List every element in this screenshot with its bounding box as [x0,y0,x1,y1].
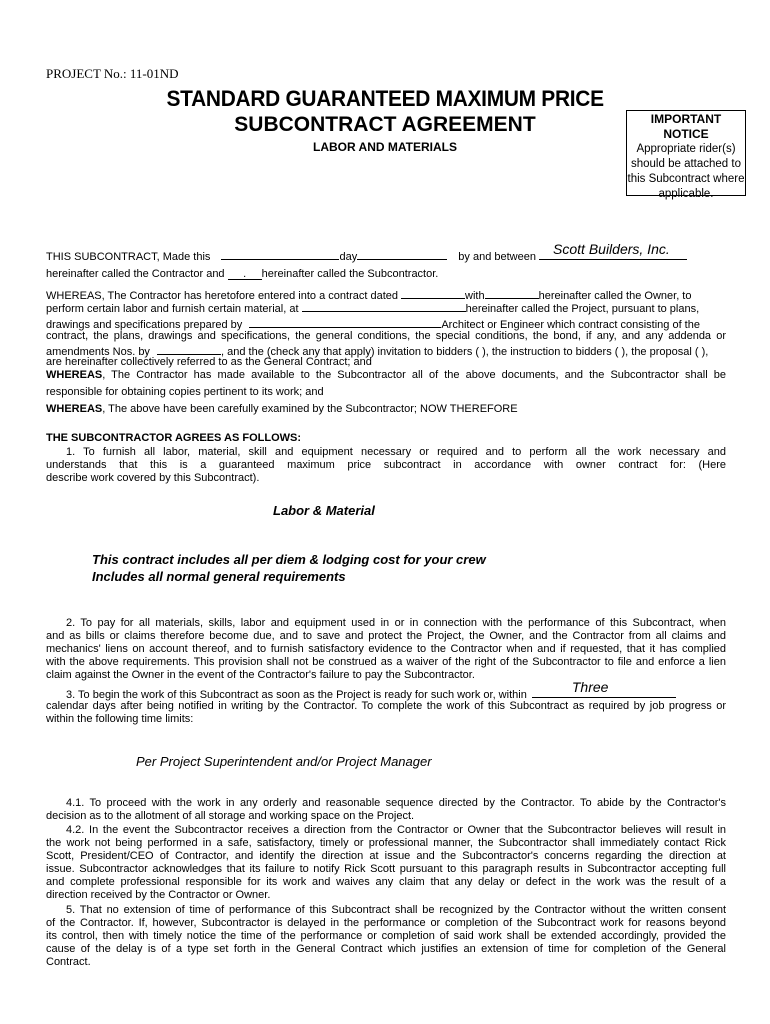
intro-contractor-text: hereinafter called the Contractor and [46,268,225,280]
notice-line: this Subcontract where [627,173,745,185]
item-5-line: Contract. [46,956,91,968]
agrees-heading: THE SUBCONTRACTOR AGREES AS FOLLOWS: [46,432,302,444]
notice-title: IMPORTANT NOTICE [650,112,722,141]
item-2-line: with the above requirements. This provision shall not be construed as a waiver of the right of the Subcontractor to file and enforce a lien [46,656,726,668]
item-5-line: its control, then with timely notice the time of the performance or completion of said work shall be extended accordingly, provided the [46,930,726,942]
item-1-line: understands that this is a guaranteed maximum price subcontract in accordance with owner contract for: (Here [46,459,726,471]
document-subtitle: LABOR AND MATERIALS [313,140,457,154]
amendments-field[interactable] [157,343,221,355]
item-3-line: calendar days after being notified in writing by the Contractor. To complete the work of this Subcontract as required by job progress or [46,700,726,712]
contractor-name: Scott Builders, Inc. [553,241,670,257]
item-1-line: describe work covered by this Subcontract). [46,472,260,484]
whereas-documents-line2: responsible for obtaining copies pertinent to its work; and [46,386,324,398]
intro-line [46,241,726,264]
item-4-2-line: the work not being performed in a safe, satisfactory, timely or professional manner, the Subcontractor shall immediately contact Rick [46,837,726,849]
intro-line-2 [46,268,726,281]
contractor-name-field[interactable] [539,241,687,260]
important-notice-box [626,110,746,200]
days-field[interactable] [532,679,676,698]
days-value: Three [571,679,609,695]
whereas-line: amendments Nos. by , and the (check any that apply) invitation to bidders ( ), the instruction to bidders ( ), the proposal ( ), [46,343,726,359]
item-3-line: within the following time limits: [46,713,194,725]
scope-line: Includes all normal general requirements [92,569,346,584]
item-4-2-line: and complete professional responsible for its work and waives any claim that any delay or defect in the work was the result of a [46,876,726,888]
item-2-line: mechanics' liens on account thereof, and to furnish satisfactory evidence to the Contractor when and if requested, that it has complied [46,643,726,655]
item-2-line: and as bills or claims therefore become due, and to save and protect the Project, the Owner, and the Contractor from all claims and [46,630,726,642]
whereas-line: are hereinafter collectively referred to as the General Contract; and [46,356,372,368]
item-2-line: claim against the Owner in the event of the Contractor's failure to pay the Subcontractor. [46,669,475,681]
scope-title: Labor & Material [273,503,375,518]
whereas-line: contract, the plans, drawings and specifications, the general conditions, the special conditions, the bond, if any, and any addenda or [46,330,726,342]
whereas-line: WHEREAS, The Contractor has heretofore entered into a contract dated with hereinafter called the Owner, to [46,287,726,303]
item-4-1-line: 4.1. To proceed with the work in any orderly and reasonable sequence directed by the Contractor. To abide by the Contractor's [66,797,726,809]
item-1-line: 1. To furnish all labor, material, skill and equipment necessary or required and to perform all the work necessary and [66,446,726,458]
item-5-line: 5. That no extension of time of performance of this Subcontract shall be recognized by the Contractor without the written consent [66,904,726,916]
time-limits-value: Per Project Superintendent and/or Project Manager [136,754,432,769]
architect-field[interactable] [249,316,441,328]
scope-line: This contract includes all per diem & lodging cost for your crew [92,552,486,567]
day-field[interactable] [357,248,447,260]
project-number: PROJECT No.: 11-01ND [46,66,179,81]
notice-line: should be attached to [631,158,741,170]
item-4-1-line: decision as to the allotment of all storage and working space on the Project. [46,810,415,822]
intro-subcontractor-text: hereinafter called the Subcontractor. [261,268,439,280]
item-4-2-line: 4.2. In the event the Subcontractor receives a direction from the Contractor or Owner that the Subcontractor believes will result in [66,824,726,836]
document-title-line2: SUBCONTRACT AGREEMENT [234,113,536,136]
item-5-line: of the Contractor. If, however, Subcontractor is delayed in the performance or completion of the Subcontract work for reasons beyond [46,917,726,929]
item-4-2-line: Scott, President/CEO of Contractor, and identify the direction at issue and the Subcontractor's concerns regarding the direction at [46,850,726,862]
item-2-line: 2. To pay for all materials, skills, labor and equipment used in or in connection with the performance of this Subcontract, when [66,617,726,629]
whereas-examined: WHEREAS, The above have been carefully examined by the Subcontractor; NOW THEREFORE [46,403,518,415]
document-title: STANDARD GUARANTEED MAXIMUM PRICE [166,86,604,111]
notice-line: applicable. [658,188,714,200]
subcontractor-name-field[interactable]: . [228,268,262,280]
intro-text: THIS SUBCONTRACT, Made this [46,251,211,263]
whereas-line: perform certain labor and furnish certain material, at hereinafter called the Project, pursuant to plans, [46,300,726,316]
item-3-line: 3. To begin the work of this Subcontract as soon as the Project is ready for such work or, within Three [46,686,726,702]
day-label: day [339,251,358,263]
owner-name-field[interactable] [485,287,539,299]
notice-line: Appropriate rider(s) [636,143,736,155]
whereas-documents: WHEREAS, The Contractor has made available to the Subcontractor all of the above documents, and the Subcontractor shall be [46,369,726,381]
item-5-line: cause of the delay is of a type set forth in the General Contract which justifies an extension of time for completion of the General [46,943,726,955]
by-and-between-label: by and between [458,251,536,263]
contract-date-field[interactable] [401,287,465,299]
date-field[interactable] [221,248,339,260]
whereas-line: drawings and specifications prepared by Architect or Engineer which contract consisting of the [46,316,726,332]
project-location-field[interactable] [302,300,466,312]
item-4-2-line: direction received by the Contractor or Owner. [46,889,271,901]
item-4-2-line: issue. Subcontractor acknowledges that its failure to notify Rick Scott pursuant to this paragraph results in Subcontractor accepting full [46,863,726,875]
